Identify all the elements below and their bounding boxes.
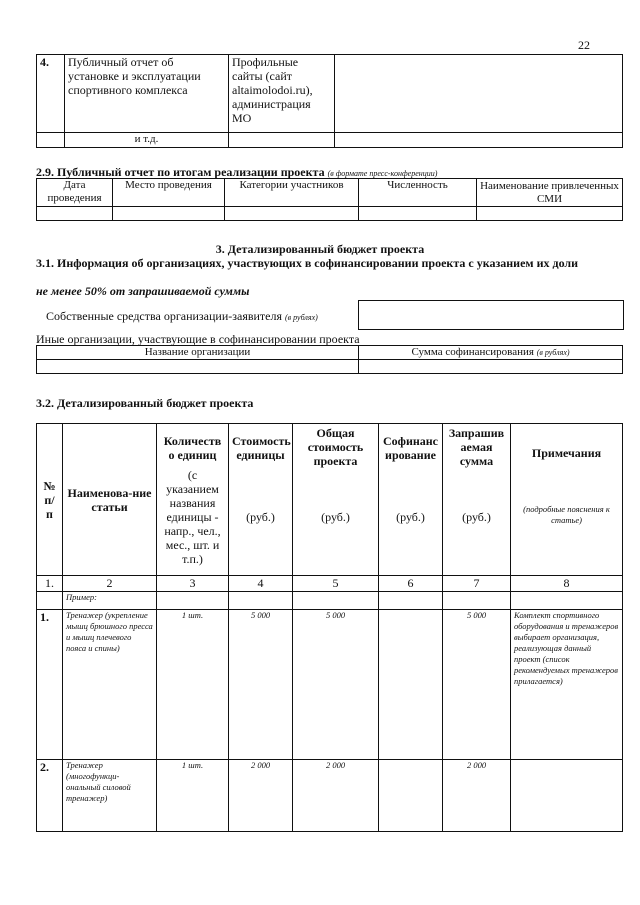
other-orgs-label: Иные организации, участвующие в софинансировании проекта (36, 332, 360, 346)
header-unit-cost-title: Стоимость единицы (232, 434, 291, 462)
empty-cell (443, 592, 511, 610)
own-funds-label: Собственные средства организации-заявителя (46, 309, 283, 323)
header-requested-note: (руб.) (462, 510, 491, 524)
reports-table (36, 54, 623, 148)
header-cofin-unit: (в рублях) (536, 348, 570, 357)
empty-cell (359, 207, 477, 221)
header-cofin-sum-wrap (359, 346, 623, 360)
col-number: 7 (443, 576, 511, 592)
header-org-name: Название организации (37, 346, 359, 360)
item-requested: 5 000 (443, 610, 511, 760)
empty-cell (379, 592, 443, 610)
section-3-1-title: 3.1. Информация об организациях, участвующих в софинансировании проекта с указанием их доли (36, 256, 579, 270)
empty-cell (293, 592, 379, 610)
header-cofin (379, 424, 443, 576)
header-unit-cost (229, 424, 293, 576)
col-number: 3 (157, 576, 229, 592)
table-row (37, 610, 623, 760)
empty-cell (359, 360, 623, 374)
report-source: Профильные сайты (сайт altaimolodoi.ru), администрация МО (229, 55, 335, 133)
empty-cell (37, 592, 63, 610)
header-qty-note: (с указанием названия единицы - напр., чел., мес., шт. и т.п.) (164, 468, 221, 566)
col-number: 5 (293, 576, 379, 592)
own-funds-unit: (в рублях) (285, 313, 318, 322)
header-total (293, 424, 379, 576)
header-total-title: Общая стоимость проекта (307, 426, 364, 468)
section-3-title: 3. Детализированный бюджет проекта (215, 242, 425, 256)
own-funds-box (358, 300, 624, 330)
empty-cell (335, 55, 623, 133)
col-number: 1. (37, 576, 63, 592)
item-total: 2 000 (293, 760, 379, 832)
empty-cell (477, 207, 623, 221)
empty-cell (37, 360, 359, 374)
section-2-9-note: (в формате пресс-конференции) (327, 169, 438, 178)
item-unit-cost: 2 000 (229, 760, 293, 832)
cofinancing-table (36, 345, 623, 374)
header-cofin-title: Софинанс ирование (382, 434, 439, 462)
press-conference-table (36, 178, 623, 221)
empty-cell (229, 592, 293, 610)
row-number: 1. (37, 610, 63, 760)
header-place: Место проведения (113, 179, 225, 207)
own-funds-label-wrap (46, 309, 318, 325)
section-3-2-title: 3.2. Детализированный бюджет проекта (36, 396, 254, 410)
header-requested-title: Запрашив аемая сумма (448, 426, 505, 468)
col-number: 6 (379, 576, 443, 592)
section-3-1-note: не менее 50% от запрашиваемой суммы (36, 284, 250, 298)
header-notes-title: Примечания (531, 446, 602, 460)
header-qty (157, 424, 229, 576)
header-categories: Категории участников (225, 179, 359, 207)
item-qty: 1 шт. (157, 760, 229, 832)
header-item-name: Наименова-ние статьи (63, 424, 157, 576)
header-notes-note: (подробные пояснения к статье) (523, 504, 610, 525)
item-cofin (379, 760, 443, 832)
item-note: Комплект спортивного оборудования и тренажеров выбирает организация, реализующая данный проект (список рекомендуемых тренажеров прилагается) (511, 610, 623, 760)
item-qty: 1 шт. (157, 610, 229, 760)
row-number: 2. (37, 760, 63, 832)
item-note (511, 760, 623, 832)
header-date: Дата проведения (37, 179, 113, 207)
budget-table (36, 423, 623, 832)
item-name: Тренажер (укрепление мышц брюшного пресса и мышц плечевого пояса и спины) (63, 610, 157, 760)
row-number: 4. (37, 55, 65, 133)
page-number: 22 (578, 38, 590, 52)
empty-cell (335, 133, 623, 148)
empty-cell (113, 207, 225, 221)
header-num: № п/ п (37, 424, 63, 576)
item-cofin (379, 610, 443, 760)
header-cofin-sum: Сумма софинансирования (411, 346, 534, 358)
empty-cell (225, 207, 359, 221)
header-qty-title: Количеств о единиц (163, 434, 222, 462)
empty-cell (37, 207, 113, 221)
item-name: Тренажер (многофункци-ональный силовой тренажер) (63, 760, 157, 832)
report-title: Публичный отчет об установке и эксплуатации спортивного комплекса (65, 55, 229, 133)
item-total: 5 000 (293, 610, 379, 760)
item-unit-cost: 5 000 (229, 610, 293, 760)
section-2-9-title: 2.9. Публичный отчет по итогам реализации проекта (36, 165, 325, 179)
empty-cell (229, 133, 335, 148)
header-total-note: (руб.) (321, 510, 350, 524)
example-label: Пример: (63, 592, 157, 610)
col-number: 8 (511, 576, 623, 592)
header-cofin-note: (руб.) (396, 510, 425, 524)
col-number: 4 (229, 576, 293, 592)
header-media: Наименование привлеченных СМИ (477, 179, 623, 207)
header-unit-cost-note: (руб.) (246, 510, 275, 524)
empty-cell (511, 592, 623, 610)
empty-cell (37, 133, 65, 148)
header-notes (511, 424, 623, 576)
item-requested: 2 000 (443, 760, 511, 832)
empty-cell (157, 592, 229, 610)
header-requested (443, 424, 511, 576)
header-count: Численность (359, 179, 477, 207)
table-row (37, 760, 623, 832)
col-number: 2 (63, 576, 157, 592)
etc-label: и т.д. (65, 133, 229, 148)
